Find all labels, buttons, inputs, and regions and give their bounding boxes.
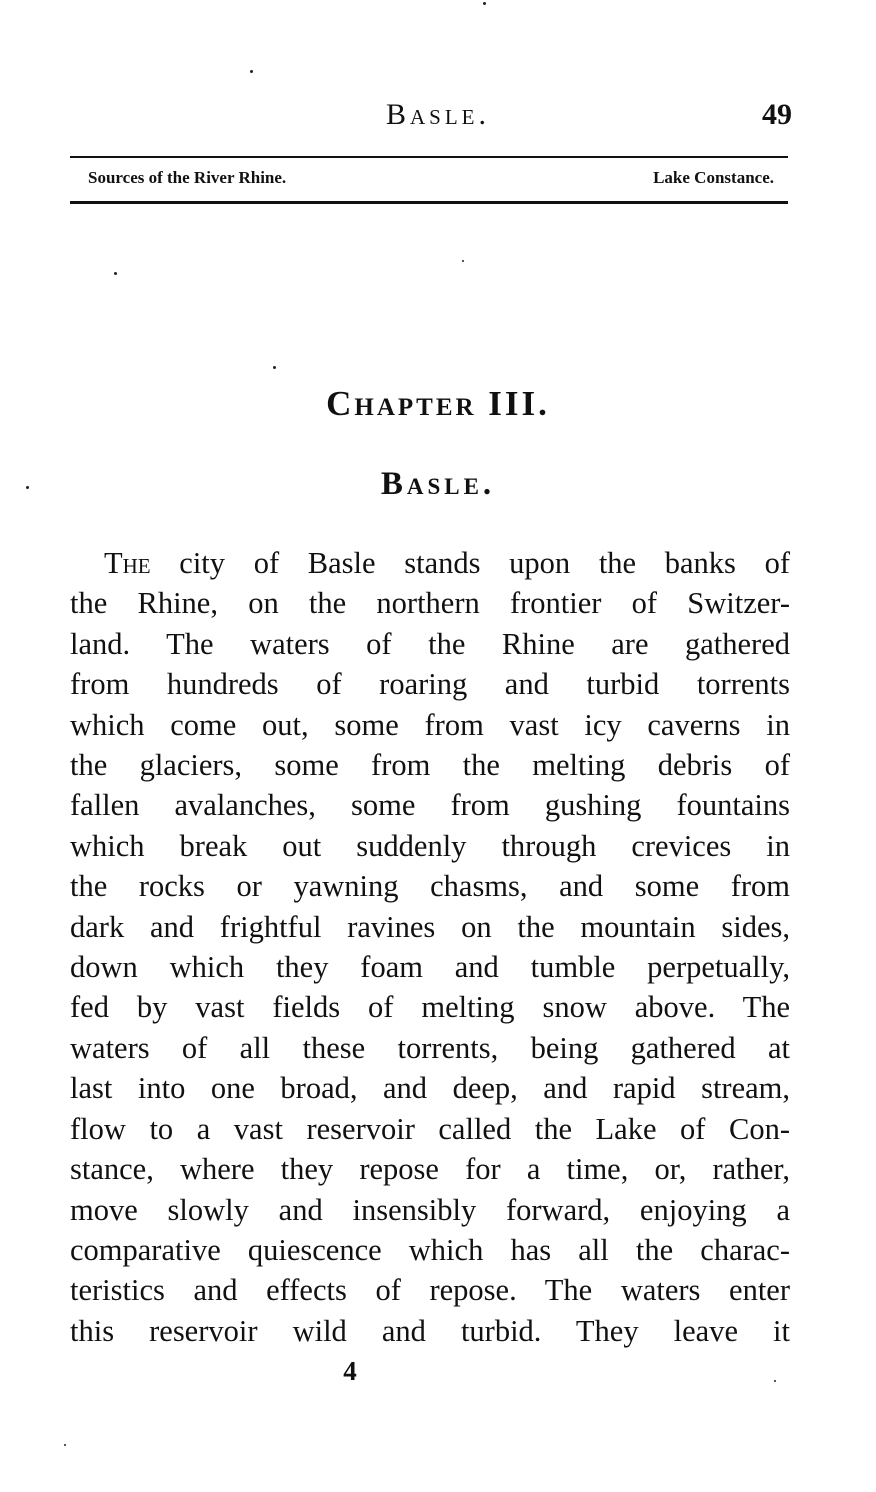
body-paragraph <box>70 543 790 1351</box>
running-title: Basle. <box>385 98 490 131</box>
text-line: teristics and effects of repose. The waters enter <box>70 1273 790 1308</box>
print-speck <box>250 70 253 73</box>
first-word: The <box>104 546 151 580</box>
chapter-subtitle: Basle. <box>380 466 496 502</box>
text-line: waters of all these torrents, being gathered at <box>70 1030 790 1065</box>
text-line <box>70 543 790 583</box>
marginal-summary <box>88 168 774 188</box>
text-line: the glaciers, some from the melting debris of <box>70 748 790 783</box>
header-rule-bottom <box>70 201 788 204</box>
text-line: this reservoir wild and turbid. They leave it <box>70 1313 790 1348</box>
marginal-left: Sources of the River Rhine. <box>88 168 287 187</box>
print-speck <box>114 272 117 275</box>
text-line: down which they foam and tumble perpetually, <box>70 950 790 985</box>
text-line: dark and frightful ravines on the mountain sides, <box>70 909 790 944</box>
print-speck <box>26 486 29 489</box>
print-speck <box>774 1380 776 1382</box>
text-line: the rocks or yawning chasms, and some from <box>70 869 790 904</box>
print-speck <box>483 2 486 5</box>
text-line: which come out, some from vast icy caverns in <box>70 707 790 742</box>
signature-mark: 4 <box>343 1356 357 1386</box>
text-line: fed by vast fields of melting snow above. The <box>70 990 790 1025</box>
text-line: fallen avalanches, some from gushing fountains <box>70 788 790 823</box>
text-line: from hundreds of roaring and turbid torrents <box>70 667 790 702</box>
text-line: comparative quiescence which has all the charac- <box>70 1232 790 1267</box>
first-line-rest: city of Basle stands upon the banks of <box>150 546 790 580</box>
chapter-heading: Chapter III. <box>326 384 550 423</box>
text-line: flow to a vast reservoir called the Lake of Con- <box>70 1111 790 1146</box>
print-speck <box>273 366 276 369</box>
marginal-right: Lake Constance. <box>653 168 774 187</box>
text-line: which break out suddenly through crevices in <box>70 828 790 863</box>
text-line: last into one broad, and deep, and rapid stream, <box>70 1071 790 1106</box>
header-rule-top <box>70 156 788 158</box>
text-line: stance, where they repose for a time, or, rather, <box>70 1152 790 1187</box>
text-line: land. The waters of the Rhine are gathered <box>70 626 790 661</box>
print-speck <box>64 1444 66 1446</box>
text-line: move slowly and insensibly forward, enjoying a <box>70 1192 790 1227</box>
print-speck <box>462 260 464 262</box>
page-number: 49 <box>762 98 792 131</box>
text-line: the Rhine, on the northern frontier of Switzer- <box>70 586 790 621</box>
